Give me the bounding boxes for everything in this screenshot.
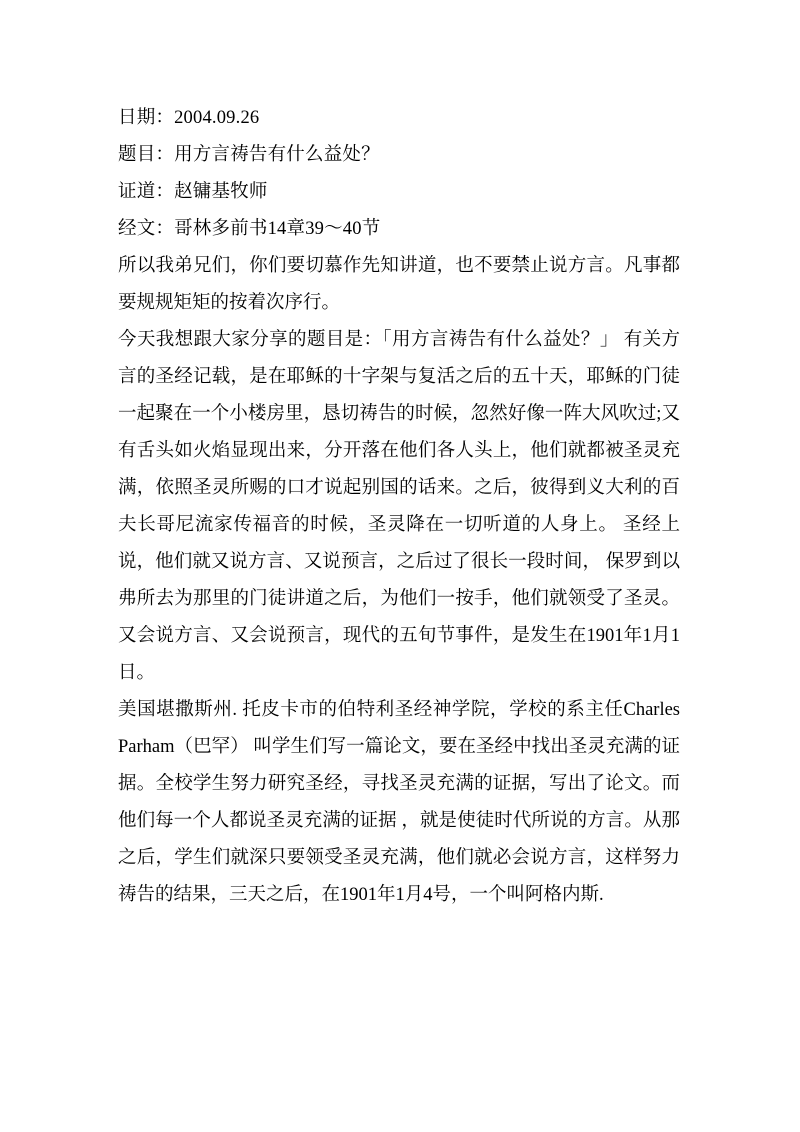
date-label: 日期：	[118, 108, 175, 128]
document-body	[118, 100, 680, 914]
body-paragraph-2: 美国堪撒斯州. 托皮卡市的伯特利圣经神学院，学校的系主任Charles Parham（巴罕） 叫学生们写一篇论文，要在圣经中找出圣灵充满的证据。全校学生努力研究圣经，寻找圣灵充满的证据，写出了论文。而他们每一个人都说圣灵充满的证据 ，就是使徒时代所说的方言。从那之后，学生们就深只要领受圣灵充满，他们就必会说方言，这样努力祷告的结果，三天之后，在1901年1月4号，一个叫阿格内斯.	[118, 700, 680, 905]
speaker-label: 证道：	[118, 182, 175, 202]
scripture-label: 经文：	[118, 219, 175, 239]
speaker-value: 赵镛基牧师	[174, 182, 268, 202]
scripture-reference-line	[118, 211, 680, 248]
date-value: 2004.09.26	[174, 108, 260, 128]
title-label: 题目：	[118, 145, 175, 165]
scripture-reference: 哥林多前书14章39～40节	[174, 219, 381, 239]
body-paragraph-1: 今天我想跟大家分享的题目是：「用方言祷告有什么益处？」 有关方言的圣经记载，是在耶稣的十字架与复活之后的五十天，耶稣的门徒一起聚在一个小楼房里，恳切祷告的时候，忽然好像一阵大风吹过;又有舌头如火焰显现出来，分开落在他们各人头上，他们就都被圣灵充满，依照圣灵所赐的口才说起别国的话来。之后，彼得到义大利的百夫长哥尼流家传福音的时候，圣灵降在一切听道的人身上。 圣经上说，他们就又说方言、又说预言，之后过了很长一段时间， 保罗到以弗所去为那里的门徒讲道之后，为他们一按手，他们就领受了圣灵。又会说方言、又会说预言，现代的五旬节事件，是发生在1901年1月1日。	[118, 330, 680, 683]
date-line	[118, 100, 680, 137]
speaker-line	[118, 174, 680, 211]
title-line	[118, 137, 680, 174]
title-value: 用方言祷告有什么益处？	[174, 145, 380, 165]
scripture-text: 所以我弟兄们，你们要切慕作先知讲道，也不要禁止说方言。凡事都要规规矩矩的按着次序行。	[118, 256, 680, 313]
